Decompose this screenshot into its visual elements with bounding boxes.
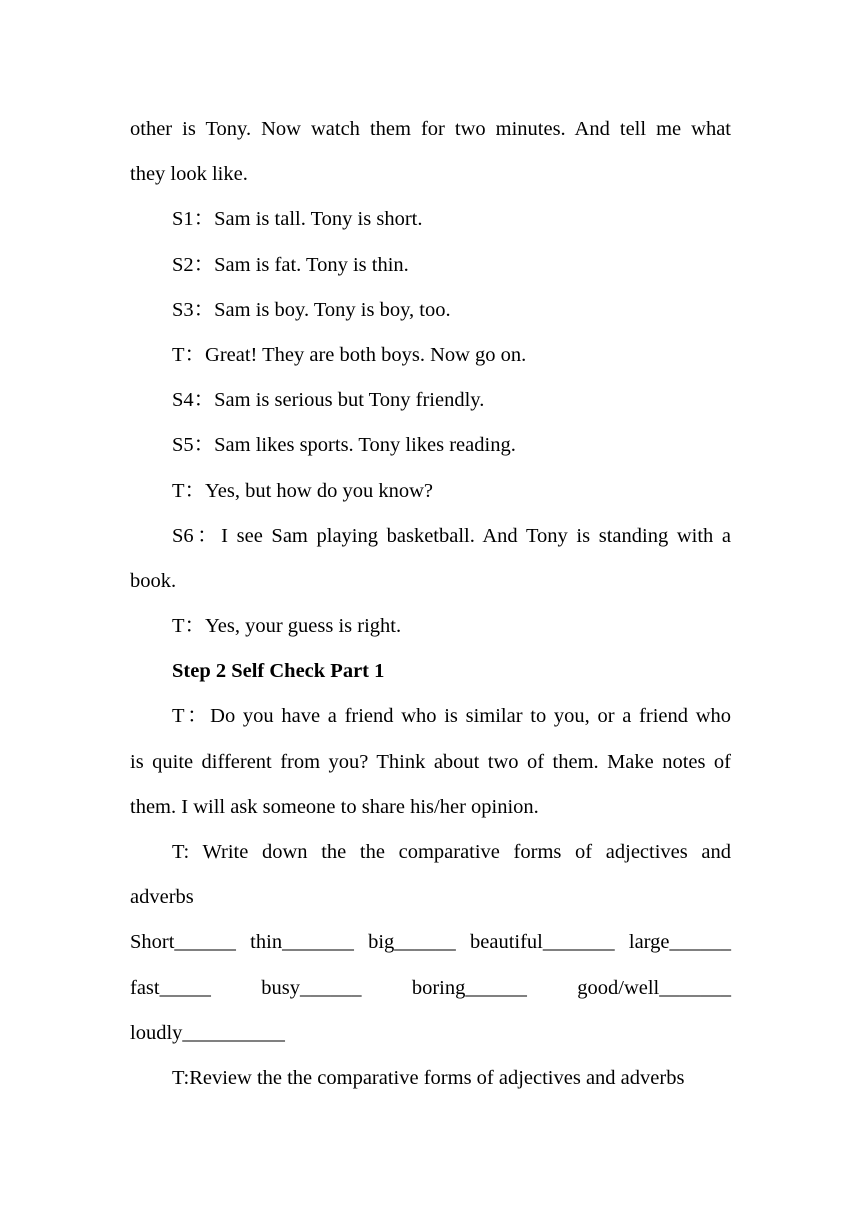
text-line: T：Great! They are both boys. Now go on.: [172, 343, 527, 366]
text-line: they look like.: [130, 163, 248, 186]
text-line: book.: [130, 569, 177, 592]
text-line: loudly__________: [130, 1021, 285, 1044]
document-page: [130, 107, 731, 1101]
text-line: S6：I see Sam playing basketball. And Tony is standing with a: [172, 524, 731, 547]
text-line: them. I will ask someone to share his/her opinion.: [130, 795, 539, 818]
text-line: fast_____ busy______ boring______ good/well_______: [130, 976, 731, 999]
text-line: T:Review the the comparative forms of adjectives and adverbs: [172, 1066, 685, 1089]
text-line: S4：Sam is serious but Tony friendly.: [172, 389, 485, 412]
text-line: other is Tony. Now watch them for two minutes. And tell me what: [130, 118, 731, 140]
text-line: T：Do you have a friend who is similar to you, or a friend who: [172, 705, 731, 728]
text-line: Short______ thin_______ big______ beautiful_______ large______: [130, 931, 731, 954]
section-heading: Step 2 Self Check Part 1: [172, 660, 385, 683]
text-line: T：Yes, but how do you know?: [172, 479, 434, 502]
text-line: is quite different from you? Think about two of them. Make notes of: [130, 750, 731, 773]
text-line: S2：Sam is fat. Tony is thin.: [172, 253, 409, 276]
text-line: S3：Sam is boy. Tony is boy, too.: [172, 298, 451, 321]
text-line: T: Write down the the comparative forms of adjectives and: [172, 841, 731, 863]
text-line: S5：Sam likes sports. Tony likes reading.: [172, 434, 516, 457]
text-line: S1：Sam is tall. Tony is short.: [172, 208, 423, 231]
text-line: T：Yes, your guess is right.: [172, 615, 402, 638]
text-line: adverbs: [130, 886, 194, 909]
